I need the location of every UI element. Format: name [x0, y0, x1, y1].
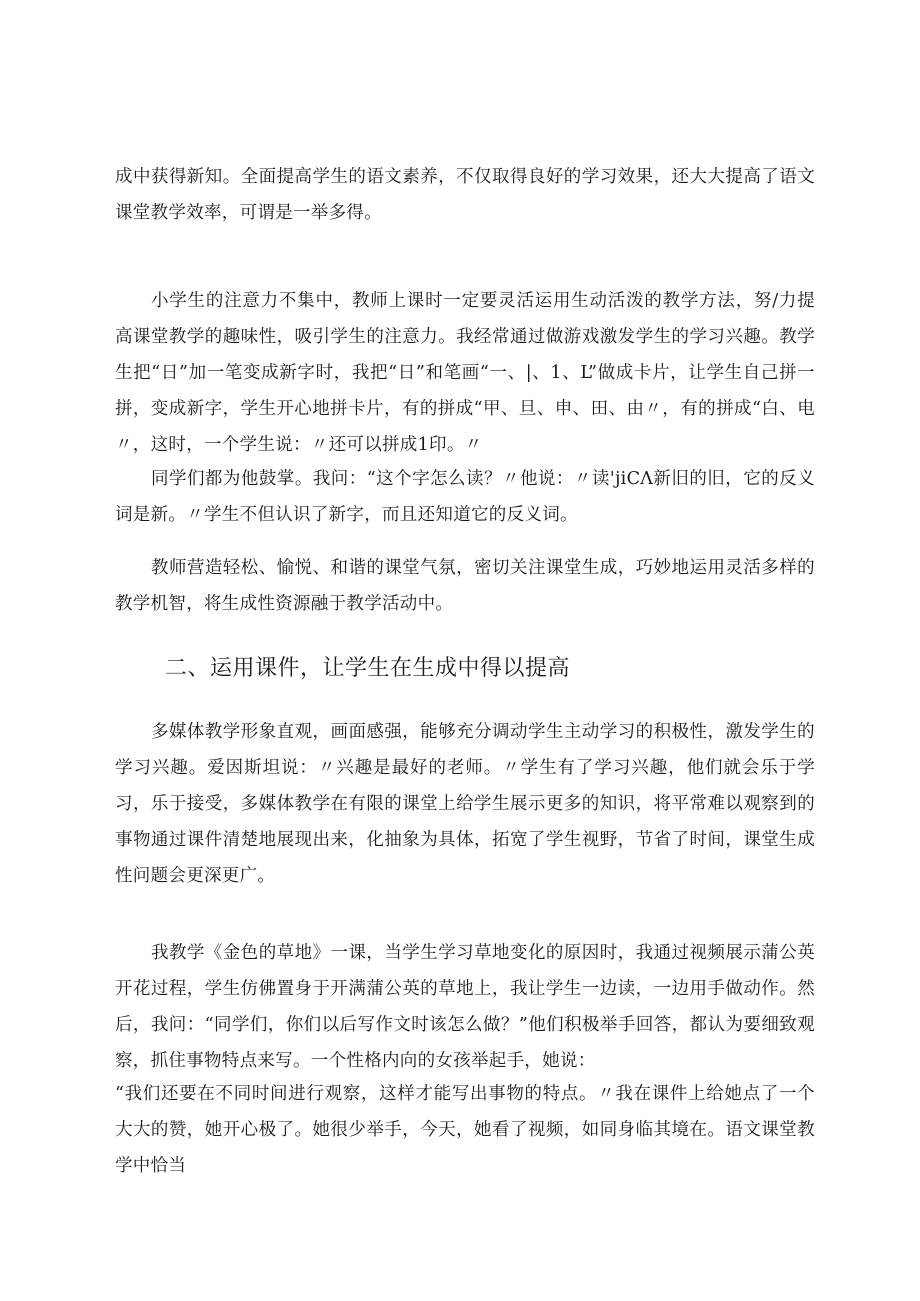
- paragraph-continuation: 成中获得新知。全面提高学生的语文素养，不仅取得良好的学习效果，还大大提高了语文课堂教学效率，可谓是一举多得。: [115, 167, 815, 223]
- paragraph-attention-game: 小学生的注意力不集中，教师上课时一定要灵活运用生动活泼的教学方法，努/力提高课堂教学的趣味性，吸引学生的注意力。我经常通过做游戏激发学生的学习兴趣。教学生把“日”加一笔变成新字时，我把“日”和笔画“一、|、1、L”做成卡片，让学生自己拼一拼，变成新字，学生开心地拼卡片，有的拼成“甲、旦、申、田、由〃，有的拼成“白、电〃，这时，一个学生说：〃还可以拼成1印。〃: [115, 291, 815, 455]
- paragraph-multimedia: 多媒体教学形象直观，画面感强，能够充分调动学生主动学习的积极性，激发学生的学习兴趣。爱因斯坦说：〃兴趣是最好的老师。〃学生有了学习兴趣，他们就会乐于学习，乐于接受，多媒体教学在有限的课堂上给学生展示更多的知识，将平常难以观察到的事物通过课件清楚地展现出来，化抽象为具体，拓宽了学生视野，节省了时间，课堂生成性问题会更深更广。: [115, 722, 815, 886]
- section-heading-2: 二、运用课件，让学生在生成中得以提高: [165, 656, 571, 681]
- paragraph-golden-meadow: 我教学《金色的草地》一课，当学生学习草地变化的原因时，我通过视频展示蒲公英开花过程，学生仿佛置身于开满蒲公英的草地上，我让学生一边读，一边用手做动作。然后，我问：“同学们，你们以后写作文时该怎么做？”他们积极举手回答，都认为要细致观察，抓住事物特点来写。一个性格内向的女孩举起手，她说：: [115, 943, 815, 1071]
- paragraph-classroom-atmosphere: 教师营造轻松、愉悦、和谐的课堂气氛，密切关注课堂生成，巧妙地运用灵活多样的教学机智，将生成性资源融于教学活动中。: [115, 558, 815, 614]
- paragraph-applause: 同学们都为他鼓掌。我问：“这个字怎么读？〃他说：〃读'jiCΛ新旧的旧，它的反义词是新。〃学生不但认识了新字，而且还知道它的反义词。: [115, 469, 815, 525]
- paragraph-girl-answer: “我们还要在不同时间进行观察，这样才能写出事物的特点。〃我在课件上给她点了一个大大的赞，她开心极了。她很少举手，今天，她看了视频，如同身临其境在。语文课堂教学中恰当: [115, 1084, 815, 1176]
